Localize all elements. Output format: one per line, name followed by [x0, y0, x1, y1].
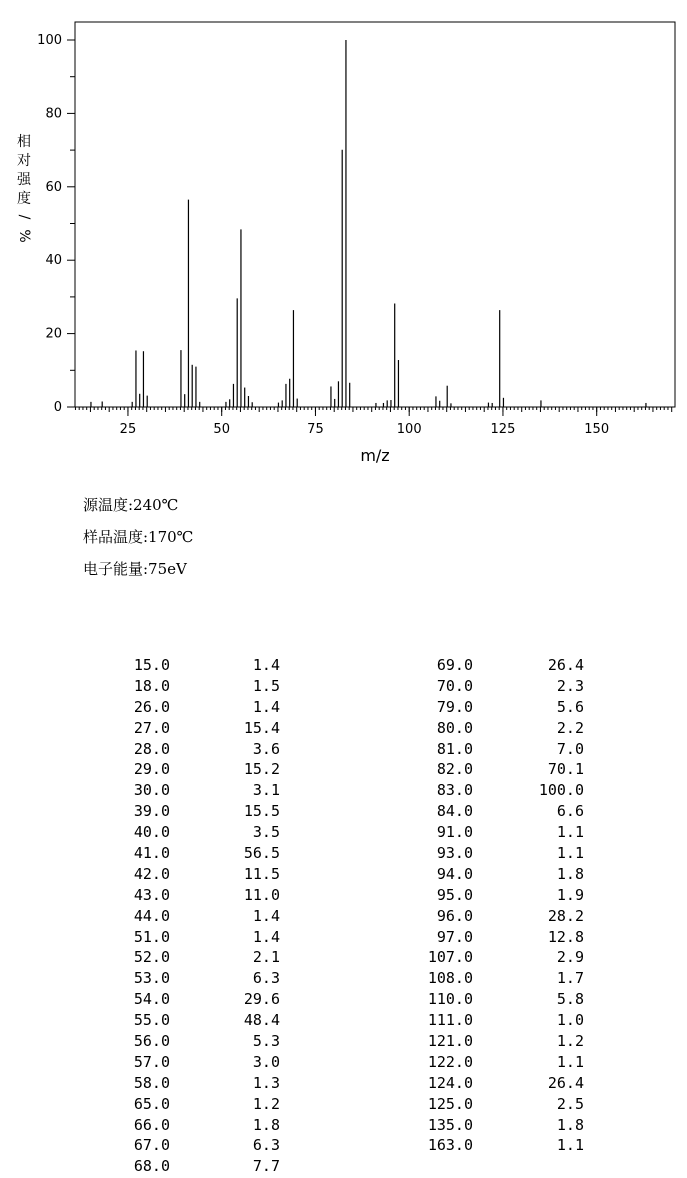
peak-mz: 28.0	[133, 739, 170, 758]
peak-mz: 42.0	[133, 864, 170, 883]
mass-spectrum-chart	[0, 0, 687, 470]
peak-mz: 66.0	[133, 1115, 170, 1134]
peak-mz: 27.0	[133, 718, 170, 737]
y-tick-label: 20	[45, 326, 62, 342]
peak-mz: 56.0	[133, 1032, 170, 1051]
peak-mz: 30.0	[133, 781, 170, 800]
peak-mz: 26.0	[133, 697, 170, 716]
plot-frame	[75, 22, 675, 407]
peak-mz: 82.0	[436, 760, 473, 779]
x-axis-label: m/z	[360, 446, 390, 465]
peak-row	[0, 948, 687, 969]
peak-row	[0, 760, 687, 781]
peak-intensity: 7.0	[556, 739, 584, 758]
peak-mz: 94.0	[436, 864, 473, 883]
peak-intensity: 15.4	[243, 718, 280, 737]
peak-intensity: 1.1	[556, 823, 584, 842]
peak-mz: 125.0	[427, 1094, 473, 1113]
peak-row	[0, 656, 687, 677]
peak-intensity: 3.1	[252, 781, 280, 800]
peak-intensity: 1.4	[252, 927, 280, 946]
peak-intensity: 56.5	[243, 844, 280, 863]
y-tick-label: 60	[45, 179, 62, 195]
electron-energy: 电子能量:75eV	[83, 560, 187, 578]
peak-mz: 110.0	[427, 990, 473, 1009]
peak-mz: 122.0	[427, 1052, 473, 1071]
peak-mz: 83.0	[436, 781, 473, 800]
x-major-ticks	[120, 407, 609, 437]
y-label-char: /	[16, 214, 32, 220]
peak-row	[0, 802, 687, 823]
peak-intensity: 1.8	[556, 1115, 584, 1134]
y-label-char: 强	[17, 172, 31, 188]
x-tick-label: 75	[307, 422, 324, 437]
y-ticks	[37, 33, 75, 415]
peak-mz: 91.0	[436, 823, 473, 842]
peak-mz: 107.0	[427, 948, 473, 967]
peak-mz: 67.0	[133, 1136, 170, 1155]
peak-mz: 54.0	[133, 990, 170, 1009]
sample-temperature: 样品温度:170℃	[83, 528, 194, 546]
peak-intensity: 3.0	[252, 1052, 280, 1071]
y-tick-label: 0	[53, 400, 62, 415]
peak-mz: 163.0	[427, 1136, 473, 1155]
peak-mz: 70.0	[436, 676, 473, 695]
peak-mz: 43.0	[133, 885, 170, 904]
peak-row	[0, 865, 687, 886]
x-tick-label: 150	[584, 422, 610, 437]
peak-intensity: 70.1	[547, 760, 584, 779]
peak-mz: 40.0	[133, 823, 170, 842]
peak-row	[0, 990, 687, 1011]
peak-mz: 95.0	[436, 885, 473, 904]
peak-row	[0, 1074, 687, 1095]
y-label-char: 度	[17, 191, 31, 207]
peak-intensity: 2.1	[252, 948, 280, 967]
peak-intensity: 48.4	[243, 1011, 280, 1030]
peak-row	[0, 1136, 687, 1157]
y-tick-label: 40	[45, 253, 62, 269]
peak-mz: 108.0	[427, 969, 473, 988]
y-label-char: 相	[17, 134, 31, 150]
peak-intensity: 26.4	[547, 656, 584, 674]
peak-intensity: 15.5	[243, 802, 280, 821]
peak-mz: 68.0	[133, 1157, 170, 1176]
x-tick-label: 25	[119, 422, 137, 437]
peak-mz: 65.0	[133, 1094, 170, 1113]
y-tick-label: 80	[45, 106, 62, 122]
peak-intensity: 29.6	[243, 990, 280, 1009]
peak-mz: 81.0	[436, 739, 473, 758]
peak-row	[0, 1011, 687, 1032]
peak-intensity: 100.0	[538, 781, 584, 800]
peak-intensity: 5.8	[556, 990, 584, 1009]
peak-mz: 52.0	[133, 948, 170, 967]
peak-intensity: 2.2	[556, 718, 584, 737]
peak-mz: 111.0	[427, 1011, 473, 1030]
peak-intensity: 1.4	[252, 656, 280, 674]
peak-mz: 51.0	[133, 927, 170, 946]
peak-mz: 96.0	[436, 906, 473, 925]
y-label-char: %	[16, 229, 32, 243]
peak-intensity: 1.1	[556, 1136, 584, 1155]
peak-row	[0, 907, 687, 928]
peak-intensity: 1.2	[556, 1032, 584, 1051]
peak-intensity: 2.5	[556, 1094, 584, 1113]
peak-mz: 58.0	[133, 1073, 170, 1092]
peak-row	[0, 698, 687, 719]
peak-row	[0, 823, 687, 844]
peak-intensity: 28.2	[547, 906, 584, 925]
peak-row	[0, 928, 687, 949]
peak-intensity: 6.3	[252, 1136, 280, 1155]
peak-mz: 18.0	[133, 676, 170, 695]
peak-row	[0, 886, 687, 907]
peak-mz: 93.0	[436, 844, 473, 863]
y-label-char: 对	[17, 153, 31, 169]
peak-mz: 41.0	[133, 844, 170, 863]
peak-intensity: 3.5	[252, 823, 280, 842]
peak-intensity: 1.9	[556, 885, 584, 904]
peak-intensity: 3.6	[252, 739, 280, 758]
peak-mz: 124.0	[427, 1073, 473, 1092]
peak-row	[0, 1157, 687, 1178]
peak-row	[0, 781, 687, 802]
peak-mz: 80.0	[436, 718, 473, 737]
peak-mz: 57.0	[133, 1052, 170, 1071]
peak-mz: 55.0	[133, 1011, 170, 1030]
peak-table-right	[0, 656, 687, 1157]
peak-intensity: 1.0	[556, 1011, 584, 1030]
peak-mz: 39.0	[133, 802, 170, 821]
spectrum-bars	[91, 40, 646, 407]
peak-row	[0, 1053, 687, 1074]
peak-intensity: 2.9	[556, 948, 584, 967]
peak-row	[0, 1032, 687, 1053]
peak-intensity: 1.1	[556, 1052, 584, 1071]
peak-intensity: 6.3	[252, 969, 280, 988]
peak-mz: 97.0	[436, 927, 473, 946]
peak-intensity: 2.3	[556, 676, 584, 695]
y-axis-label	[16, 133, 32, 243]
peak-intensity: 15.2	[243, 760, 280, 779]
x-tick-label: 125	[490, 422, 516, 437]
peak-row	[0, 844, 687, 865]
peak-row	[0, 740, 687, 761]
peak-mz: 84.0	[436, 802, 473, 821]
x-tick-label: 100	[396, 422, 422, 437]
peak-intensity: 26.4	[547, 1073, 584, 1092]
peak-mz: 79.0	[436, 697, 473, 716]
peak-mz: 69.0	[436, 656, 473, 674]
source-temperature: 源温度:240℃	[83, 496, 179, 514]
peak-intensity: 1.7	[556, 969, 584, 988]
peak-intensity: 12.8	[547, 927, 584, 946]
peak-mz: 121.0	[427, 1032, 473, 1051]
peak-row	[0, 719, 687, 740]
peak-row	[0, 1116, 687, 1137]
peak-mz: 15.0	[133, 656, 170, 674]
peak-row	[0, 969, 687, 990]
peak-intensity: 11.5	[243, 864, 280, 883]
peak-intensity: 1.8	[252, 1115, 280, 1134]
peak-intensity: 1.4	[252, 906, 280, 925]
peak-intensity: 1.1	[556, 844, 584, 863]
peak-intensity: 7.7	[252, 1157, 280, 1176]
peak-intensity: 11.0	[243, 885, 280, 904]
peak-intensity: 1.4	[252, 697, 280, 716]
peak-mz: 135.0	[427, 1115, 473, 1134]
peak-mz: 44.0	[133, 906, 170, 925]
peak-intensity: 5.3	[252, 1032, 280, 1051]
peak-intensity: 5.6	[556, 697, 584, 716]
peak-mz: 29.0	[133, 760, 170, 779]
peak-intensity: 1.3	[252, 1073, 280, 1092]
peak-row	[0, 677, 687, 698]
peak-intensity: 1.5	[252, 676, 280, 695]
x-tick-label: 50	[213, 422, 230, 437]
peak-mz: 53.0	[133, 969, 170, 988]
peak-intensity: 1.8	[556, 864, 584, 883]
peak-intensity: 1.2	[252, 1094, 280, 1113]
peak-row	[0, 1095, 687, 1116]
x-minor-ticks	[75, 407, 671, 412]
conditions-block	[83, 490, 193, 586]
peak-intensity: 6.6	[556, 802, 584, 821]
y-tick-label: 100	[37, 33, 62, 48]
